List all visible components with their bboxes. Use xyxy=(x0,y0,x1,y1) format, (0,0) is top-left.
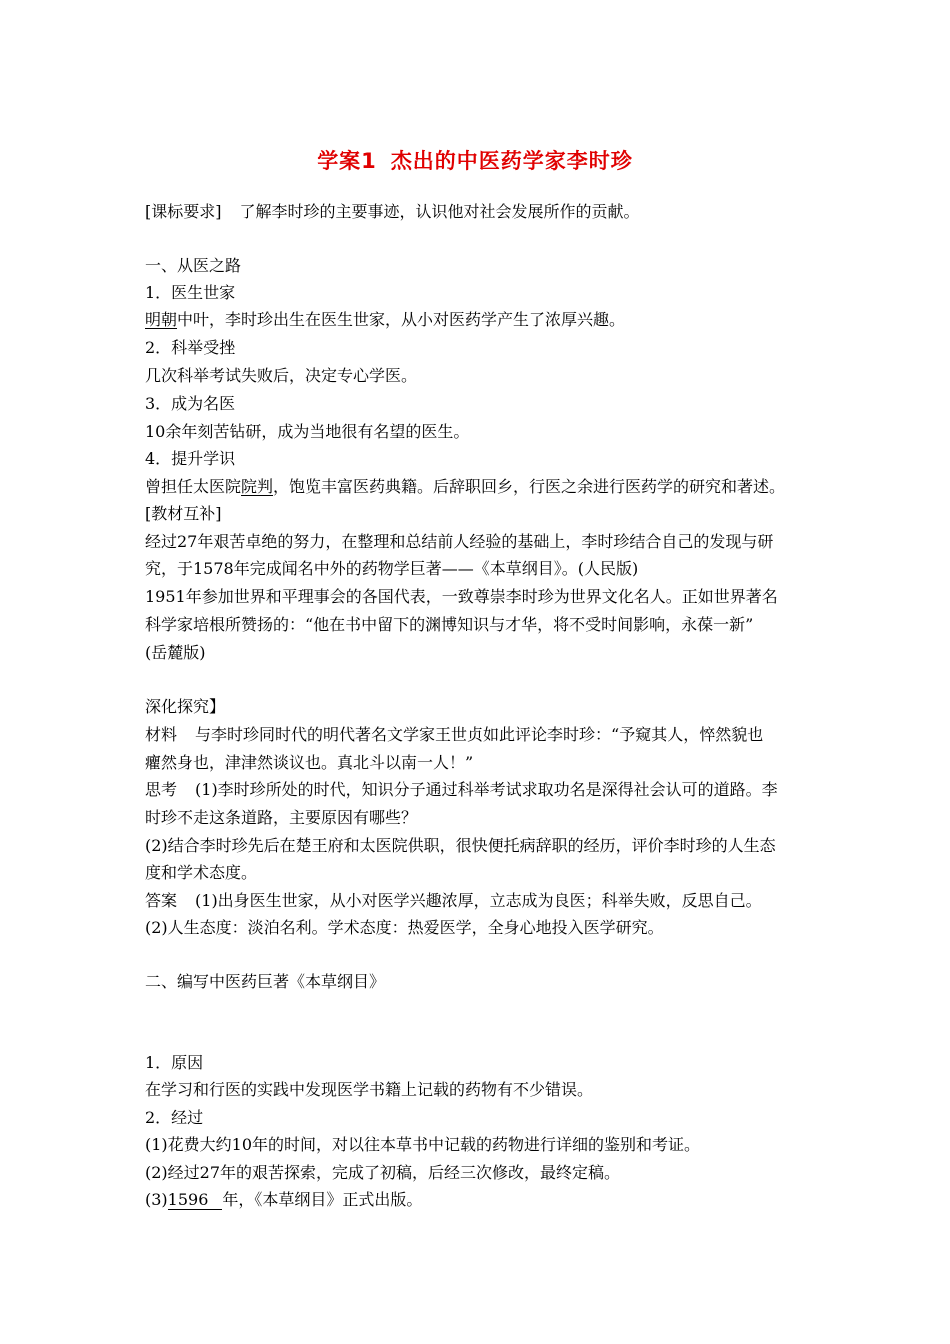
supplement-line: (岳麓版) xyxy=(145,643,206,662)
reason-text: 在学习和行医的实践中发现医学书籍上记载的药物有不少错误。 xyxy=(145,1080,594,1099)
section1-heading: 一、从医之路 xyxy=(145,256,242,275)
item4-underlined: 院判 xyxy=(241,477,274,496)
supplement-line: 科学家培根所赞扬的：“他在书中留下的渊博知识与才华，将不受时间影响，永葆一新” xyxy=(145,615,754,634)
answer-line xyxy=(145,891,825,911)
supplement-line: 1951年参加世界和平理事会的各国代表，一致尊崇李时珍为世界文化名人。正如世界著名 xyxy=(145,587,778,606)
think-line: (2)结合李时珍先后在楚王府和太医院供职，很快便托病辞职的经历，评价李时珍的人生态 xyxy=(145,836,776,855)
process3-year: 1596 xyxy=(168,1191,223,1210)
page-title xyxy=(0,145,950,175)
title-prefix: 学案1 xyxy=(317,149,377,173)
curriculum-requirement xyxy=(145,202,825,222)
requirement-text: 了解李时珍的主要事迹，认识他对社会发展所作的贡献。 xyxy=(239,202,640,221)
item3-text: 10余年刻苦钻研，成为当地很有名望的医生。 xyxy=(145,422,470,441)
answer-text: (1)出身医生世家，从小对医学兴趣浓厚，立志成为良医；科举失败，反思自己。 xyxy=(195,891,762,910)
process-line: (1)花费大约10年的时间，对以往本草书中记载的药物进行详细的鉴别和考证。 xyxy=(145,1135,701,1154)
item1-title: 1．医生世家 xyxy=(145,283,236,302)
answer-label: 答案 xyxy=(145,891,178,910)
item2-text: 几次科举考试失败后，决定专心学医。 xyxy=(145,366,418,385)
process-title: 2．经过 xyxy=(145,1108,204,1127)
supplement-line: 经过27年艰苦卓绝的努力，在整理和总结前人经验的基础上，李时珍结合自己的发现与研 xyxy=(145,532,774,551)
material-text: 与李时珍同时代的明代著名文学家王世贞如此评论李时珍：“予窥其人，悴然貌也 xyxy=(195,725,764,744)
process3-rest: 年，《本草纲目》正式出版。 xyxy=(222,1190,423,1209)
item4-title: 4．提升学识 xyxy=(145,449,236,468)
supplement-tag: [教材互补] xyxy=(145,504,222,523)
process3-prefix: (3) xyxy=(145,1190,168,1209)
item4-rest: ，饱览丰富医药典籍。后辞职回乡，行医之余进行医药学的研究和著述。 xyxy=(273,477,786,496)
think-line: 度和学术态度。 xyxy=(145,863,258,882)
process-line xyxy=(145,1190,825,1210)
material-line xyxy=(145,725,825,745)
item1-text xyxy=(145,310,825,330)
think-label: 思考 xyxy=(145,780,178,799)
requirement-tag: [课标要求] xyxy=(145,202,222,221)
section2-heading: 二、编写中医药巨著《本草纲目》 xyxy=(145,972,386,991)
process-line: (2)经过27年的艰苦探索，完成了初稿，后经三次修改，最终定稿。 xyxy=(145,1163,621,1182)
item3-title: 3．成为名医 xyxy=(145,394,236,413)
think-line xyxy=(145,780,825,800)
reason-title: 1．原因 xyxy=(145,1053,204,1072)
material-label: 材料 xyxy=(145,725,178,744)
item1-underlined: 明朝 xyxy=(145,310,178,329)
material-line: 癯然身也，津津然谈议也。真北斗以南一人！” xyxy=(145,753,474,772)
answer-line: (2)人生态度：淡泊名利。学术态度：热爱医学，全身心地投入医学研究。 xyxy=(145,918,664,937)
think-line: 时珍不走这条道路，主要原因有哪些？ xyxy=(145,808,418,827)
item4-text xyxy=(145,477,825,497)
explore-heading: 深化探究】 xyxy=(145,697,226,716)
item1-rest: 中叶，李时珍出生在医生世家，从小对医药学产生了浓厚兴趣。 xyxy=(177,310,626,329)
item4-before: 曾担任太医院 xyxy=(145,477,242,496)
supplement-line: 究，于1578年完成闻名中外的药物学巨著——《本草纲目》。(人民版) xyxy=(145,559,639,578)
title-main: 杰出的中医药学家李时珍 xyxy=(390,149,633,173)
item2-title: 2．科举受挫 xyxy=(145,338,236,357)
think-text: (1)李时珍所处的时代，知识分子通过科举考试求取功名是深得社会认可的道路。李 xyxy=(195,780,778,799)
